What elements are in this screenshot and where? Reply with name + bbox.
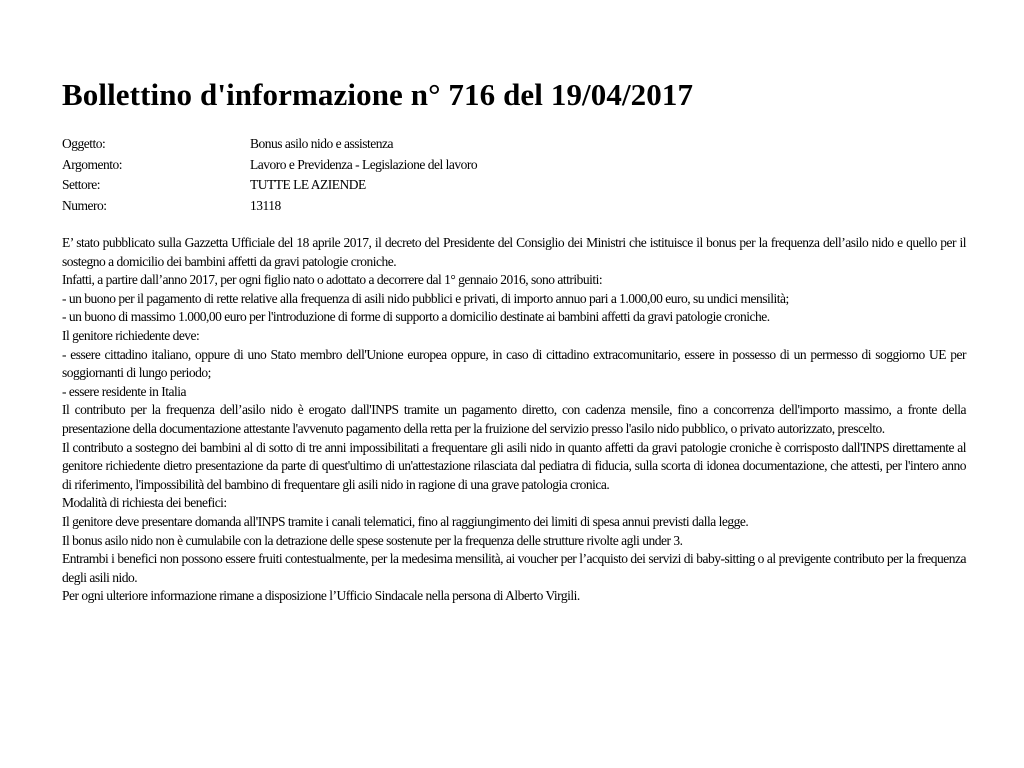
meta-value: Lavoro e Previdenza - Legislazione del lavoro <box>250 156 478 172</box>
meta-row-numero <box>62 196 964 217</box>
meta-label: Argomento: <box>62 156 122 172</box>
bulletin-meta <box>62 134 964 216</box>
body-paragraph: - un buono per il pagamento di rette relative alla frequenza di asili nido pubblici e privati, di importo annuo pari a 1.000,00 euro, su undici mensilità; <box>62 290 789 306</box>
body-paragraph: Il contributo per la frequenza dell’asilo nido è erogato dall'INPS tramite un pagamento diretto, con cadenza mensile, fino a concorrenza dell'importo massimo, a fronte della presentazione della documentazione attestante l'avvenuto pagamento della retta per la fruizione del servizio presso l'asilo nido pubblico, o privato autorizzato, prescelto. <box>62 402 966 436</box>
body-paragraph: Il genitore deve presentare domanda all'INPS tramite i canali telematici, fino al raggiungimento dei limiti di spesa annui previsti dalla legge. <box>62 513 749 529</box>
meta-row-oggetto <box>62 134 964 155</box>
body-paragraph: Entrambi i benefici non possono essere fruiti contestualmente, per la medesima mensilità, ai voucher per l’acquisto dei servizi di baby-sitting o al previgente contributo per la frequenza degli asili nido. <box>62 551 966 585</box>
body-paragraph: Infatti, a partire dall’anno 2017, per ogni figlio nato o adottato a decorrere dal 1° gennaio 2016, sono attribuiti: <box>62 272 603 288</box>
meta-label: Numero: <box>62 197 107 213</box>
body-paragraph: - essere residente in Italia <box>62 383 186 399</box>
body-paragraph: Il bonus asilo nido non è cumulabile con la detrazione delle spese sostenute per la frequenza delle strutture rivolte agli under 3. <box>62 532 683 548</box>
meta-value: Bonus asilo nido e assistenza <box>250 136 393 151</box>
body-paragraph: Il contributo a sostegno dei bambini al di sotto di tre anni impossibilitati a frequentare gli asili nido in quanto affetti da gravi patologie croniche è corrisposto dall'INPS direttamente al genitore richiedente dietro presentazione da parte di quest'ultimo di un'attestazione rilasciata dal pediatra di fiducia, sulla scorta di idonea documentazione, che attesti, per l'intero anno di riferimento, l'impossibilità del bambino di frequentare gli asili nido in ragione di una grave patologia cronica. <box>62 439 966 492</box>
meta-row-argomento <box>62 155 964 176</box>
body-paragraph: Per ogni ulteriore informazione rimane a disposizione l’Ufficio Sindacale nella persona di Alberto Virgili. <box>62 588 580 604</box>
meta-row-settore <box>62 175 964 196</box>
bulletin-body <box>62 234 966 606</box>
body-paragraph: Modalità di richiesta dei benefici: <box>62 495 227 511</box>
meta-value: TUTTE LE AZIENDE <box>250 177 366 192</box>
body-paragraph: - un buono di massimo 1.000,00 euro per l'introduzione di forme di supporto a domicilio destinate ai bambini affetti da gravi patologie croniche. <box>62 309 770 325</box>
body-paragraph: Il genitore richiedente deve: <box>62 327 200 343</box>
meta-label: Oggetto: <box>62 136 106 151</box>
body-paragraph: E’ stato pubblicato sulla Gazzetta Ufficiale del 18 aprile 2017, il decreto del Presidente del Consiglio dei Ministri che istituisce il bonus per la frequenza dell’asilo nido e quello per il sostegno a domicilio dei bambini affetti da gravi patologie croniche. <box>62 235 966 269</box>
meta-value: 13118 <box>250 197 281 213</box>
body-paragraph: - essere cittadino italiano, oppure di uno Stato membro dell'Unione europea oppure, in caso di cittadino extracomunitario, essere in possesso di un permesso di soggiorno UE per soggiornanti di lungo periodo; <box>62 346 966 381</box>
bulletin-title: Bollettino d'informazione n° 716 del 19/04/2017 <box>62 77 694 112</box>
meta-label: Settore: <box>62 177 100 192</box>
